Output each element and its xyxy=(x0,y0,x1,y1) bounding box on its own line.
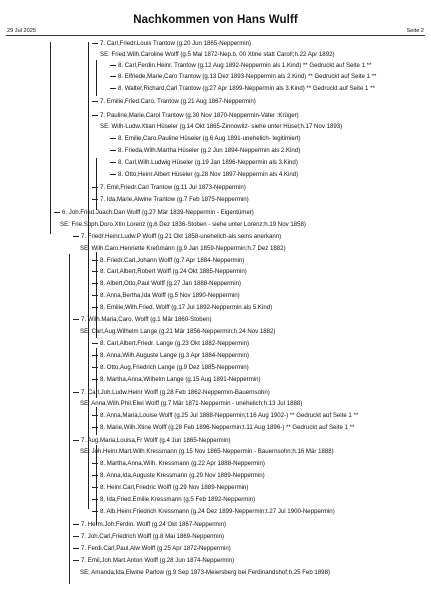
spouse-entry: SE: Anna,Wilh.Phil.Elwi Wolff (g.7 Mär 1871-Neppermin - unehelich;h.13 Jul 1888) xyxy=(80,400,303,407)
person-entry: 8. Martha,Anna,Wilhelm Lange (g.15 Aug 1891-Neppermin) xyxy=(92,376,261,383)
person-entry: 8. Ida,Fried.Emilie Kressmann (g.5 Feb 1892-Neppermin) xyxy=(92,496,255,503)
person-entry: 7. Joh.Carl,Friedrich Wolff (g.8 Mai 1869-Neppermin) xyxy=(73,533,224,540)
person-entry: 8. Marie,Wilh.Xtine Wolff (g.28 Feb 1896-Neppermin;t.11 Aug 1896-) ** Gedruckt auf Seite 1 ** xyxy=(92,424,354,431)
person-entry: 8. Carl,Ferdin.Heinr. Trantow (g.12 Aug 1892-Neppermin als 1.Kind) ** Gedruckt auf Seite 1 ** xyxy=(110,62,371,69)
person-entry: 8. Anna,Bertha,Ida Wolff (g.5 Nov 1890-Neppermin) xyxy=(92,292,240,299)
person-entry: 6. Joh.Fried.Joach.Dan Wulff (g.27 Mär 1839-Neppermin - Eigentümer) xyxy=(54,209,254,216)
person-entry: 8. Carl,Albert,Robert Wolff (g.24 Okt 1885-Neppermin) xyxy=(92,268,247,275)
person-entry: 7. Emil,Joh.Mart.Anton Wolff (g.28 Jun 1874-Neppermin) xyxy=(73,557,234,564)
tree-line xyxy=(96,60,97,96)
spouse-entry: SE: Wilh-Ludw.Xtian Hüseler (g.14 Okt 1865-Zinnowitz- siehe unter Hüsel;h.17 Nov 1893) xyxy=(100,123,343,130)
person-entry: 8. Emilie,Wilh.Fried. Wolff (g.17 Jul 1892-Neppermin als 5.Kind) xyxy=(92,304,272,311)
person-entry: 8. Anna,Wilh.Auguste Lange (g.3 Apr 1884-Neppermin) xyxy=(92,352,249,359)
person-entry: 8. Friedr.Carl,Johann Wolff (g.7 Apr 1884-Neppermin) xyxy=(92,257,244,264)
print-date: 29 Jul 2025 xyxy=(7,28,36,34)
person-entry: 7. Aug.Maria,Louisa,Fr Wolff (g.4 Jun 1865-Neppermin) xyxy=(73,437,230,444)
person-entry: 7. Wilh.Maria,Caro. Wolff (g.1 Mär 1860-Stoben) xyxy=(73,316,212,323)
person-entry: 8. Carl,Wilh.Ludwig Hüseler (g.19 Jan 1896-Neppermin als 3.Kind) xyxy=(110,159,298,166)
person-entry: 8. Anna,Maria,Louise Wolff (g.25 Jul 1888-Neppermin;t.16 Aug 1902-) ** Gedruckt auf Seite 1 ** xyxy=(92,412,358,419)
spouse-entry: SE: Wilh.Caro.Henriette Kreßmann (g.9 Jan 1859-Neppermin;h.7 Dez 1882) xyxy=(80,245,286,252)
person-entry: 8. Walter,Richard,Carl Trantow (g.27 Apr 1899-Neppermin als 3.Kind) ** Gedruckt auf Seite 1 ** xyxy=(110,85,375,92)
spouse-entry: SE: Frie.Soph.Doro.Xtin Lorenz (g.6 Dez 1836-Stoben - siehe unter Lorenz;h.19 Nov 1858) xyxy=(60,221,306,228)
person-entry: 7. Friedr.Heinr.Ludw.P Wolff (g.21 Okt 1858-unehelich-als seins anerkann) xyxy=(73,233,281,240)
tree-line xyxy=(69,254,70,584)
spouse-entry: SE: Amanda,Ida,Elwine Parlow (g.9 Sep 1873-Meiersberg bei Ferdinandshof;h.25 Feb 1898) xyxy=(80,569,330,576)
person-entry: 8. Carl,Albert,Friedr. Lange (g.23 Okt 1882-Neppermin) xyxy=(92,340,249,347)
page-number: Seite 2 xyxy=(406,28,424,34)
person-entry: 7. Ferdi.Carl,Paul,Alw Wolff (g.25 Apr 1872-Neppermin) xyxy=(73,545,231,552)
person-entry: 7. Herm.Joh.Ferdin. Wolff (g.24 Okt 1867-Neppermin) xyxy=(73,521,226,528)
person-entry: 8. Anna,Ida,Auguste Kressmann (g.29 Nov 1889-Neppermin) xyxy=(92,472,265,479)
person-entry: 7. Ida,Marie,Alwine Trantow (g.7 Feb 1875-Neppermin) xyxy=(92,196,249,203)
person-entry: 8. Otto,Aug.Friedrich Lange (g.9 Dez 1885-Neppermin) xyxy=(92,364,249,371)
person-entry: 7. Emilie,Fried.Caro. Trantow (g.21 Aug 1867-Neppermin) xyxy=(92,98,256,105)
person-entry: 7. Emil,Friedr.Carl Trantow (g.11 Jul 1873-Neppermin) xyxy=(92,184,246,191)
person-entry: 8. Otto,Heinr.Albert Hüseler (g.28 Nov 1897-Neppermin als 4.Kind) xyxy=(110,171,298,178)
person-entry: 8. Martha,Anna,Wilh. Kressmann (g.22 Apr 1888-Neppermin) xyxy=(92,460,265,467)
person-entry: 7. Carl,Friedr.Louis Trantow (g.20 Jun 1865-Neppermin) xyxy=(92,40,251,47)
person-entry: 8. Albert,Otto,Paul Wolff (g.27 Jan 1888-Neppermin) xyxy=(92,280,241,287)
person-entry: 8. Alb.Heinr.Friedrich Kressmann (g.24 Dez 1899-Neppermin;t.27 Jul 1900-Neppermin) xyxy=(92,508,335,515)
person-entry: 8. Elfriede,Marie,Caro Trantow (g.13 Dez 1893-Neppermin als 2.Kind) ** Gedruckt auf Seite 1 ** xyxy=(110,73,376,80)
page-title: Nachkommen von Hans Wulff xyxy=(133,14,298,26)
person-entry: 8. Frieda,Wilh.Martha Hüseler (g.2 Jun 1894-Neppermin als 2.Kind) xyxy=(110,147,300,154)
tree-line xyxy=(50,42,51,234)
person-entry: 7. Carl,Joh.Ludw.Heinr Wolff (g.28 Feb 1862-Neppermin-Bauernsohn) xyxy=(73,389,270,396)
person-entry: 8. Heinr.Carl,Friedric Wolff (g.29 Nov 1889-Neppermin) xyxy=(92,484,248,491)
person-entry: 8. Emilie,Caro.Pauline Hüseler (g.6 Aug 1891-unehelich- legitimiert) xyxy=(110,135,301,142)
spouse-entry: SE: Fried.Wilh.Caroline Wolff (g.5 Mai 1872-Nep.b. 00 Xtine statt Carol!;h.22 Apr 1892) xyxy=(100,51,335,58)
spouse-entry: SE: Carl,Aug.Wilhelm Lange (g.21 Mär 1856-Neppermin;h.24 Nov 1882) xyxy=(80,328,276,335)
person-entry: 7. Pauline,Marie,Carol Trantow (g.30 Nov 1870-Neppermin-Vater :Krüger) xyxy=(92,112,299,119)
spouse-entry: SE: Joh.Heinr.Mart.Wilh Kressmann (g.15 Nov 1865-Neppermin - Bauernsohn;h.16 Mär 1888) xyxy=(80,448,334,455)
